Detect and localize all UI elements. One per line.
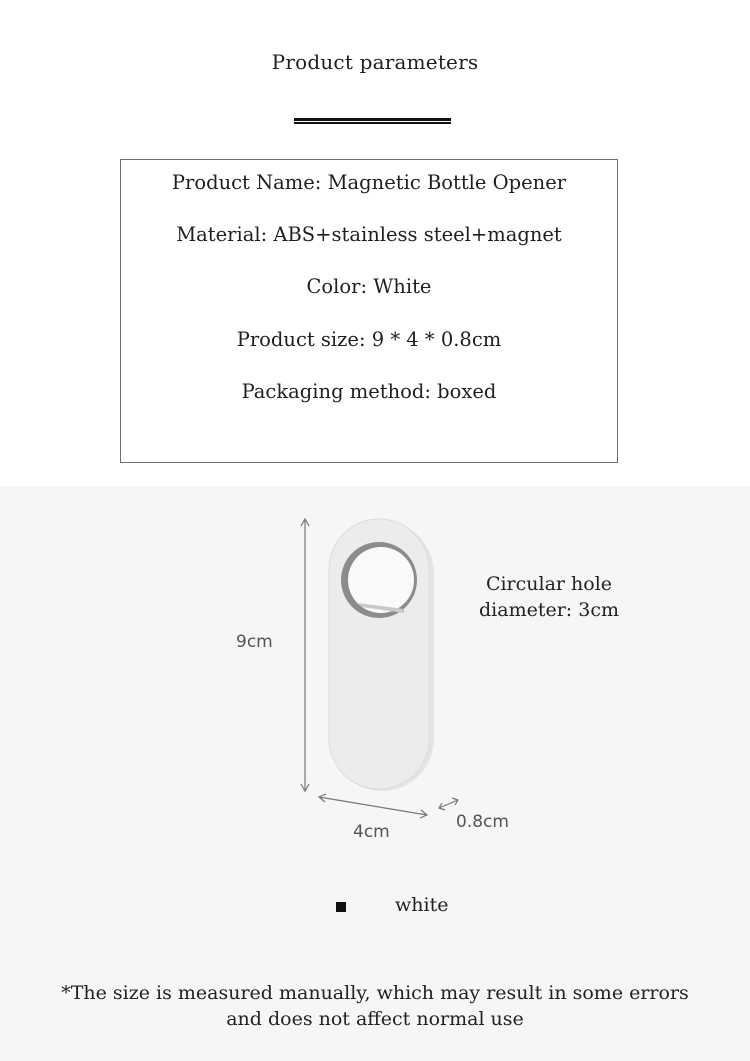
footnote-line1: *The size is measured manually, which may result in some errors: [61, 982, 689, 1004]
param-packaging: Packaging method: boxed: [241, 380, 497, 403]
param-size: Product size: 9 * 4 * 0.8cm: [236, 328, 502, 351]
height-label: 9cm: [236, 632, 273, 652]
measurement-footnote: [0, 980, 750, 1032]
hole-diameter-note: [470, 571, 628, 623]
param-product-name: Product Name: Magnetic Bottle Opener: [171, 171, 567, 194]
color-label: white: [395, 894, 449, 916]
opener-hole: [348, 547, 414, 613]
width-label: 4cm: [353, 822, 390, 842]
param-color: Color: White: [306, 275, 432, 298]
footnote-line2: and does not affect normal use: [226, 1008, 524, 1030]
hole-note-line2: diameter: 3cm: [479, 599, 619, 621]
hole-note-line1: Circular hole: [485, 573, 613, 595]
color-swatch: [336, 902, 346, 912]
width-arrow: [319, 797, 427, 815]
section-title: Product parameters: [271, 50, 479, 74]
param-material: Material: ABS+stainless steel+magnet: [176, 223, 562, 246]
thickness-label: 0.8cm: [456, 812, 509, 832]
